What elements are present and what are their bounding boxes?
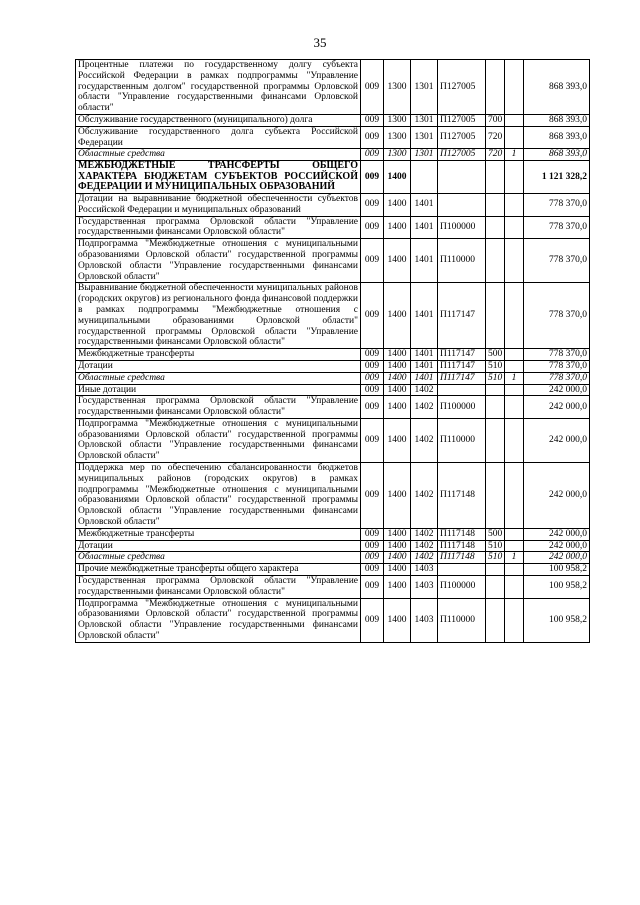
row-name: Подпрограмма "Межбюджетные отношения с муниципальными образованиями Орловской области" государственной программы Орловской области "Управление государственными финансами Орловской области" [76, 598, 361, 642]
row-expense-type-code [486, 598, 505, 642]
row-target-code [438, 564, 486, 576]
row-name: Государственная программа Орловской области "Управление государственными финансами Орловской области" [76, 396, 361, 419]
row-source-code [505, 216, 524, 239]
row-source-code [505, 239, 524, 283]
row-expense-type-code: 510 [486, 360, 505, 372]
row-target-code [438, 161, 486, 194]
row-source-code [505, 349, 524, 361]
page-number: 35 [313, 35, 327, 50]
row-amount: 1 121 328,2 [524, 161, 590, 194]
row-subsection-code: 1403 [411, 598, 438, 642]
row-source-code [505, 283, 524, 349]
row-section-code: 1400 [384, 463, 411, 529]
row-section-code: 1400 [384, 528, 411, 540]
row-ministry-code: 009 [361, 60, 384, 115]
table-row [76, 396, 590, 419]
row-subsection-code: 1401 [411, 349, 438, 361]
row-section-code: 1400 [384, 283, 411, 349]
row-section-code: 1400 [384, 216, 411, 239]
table-row [76, 283, 590, 349]
row-target-code: П117148 [438, 540, 486, 552]
row-section-code: 1400 [384, 349, 411, 361]
row-name: Государственная программа Орловской области "Управление государственными финансами Орловской области" [76, 576, 361, 599]
row-expense-type-code [486, 384, 505, 396]
row-expense-type-code: 700 [486, 114, 505, 126]
row-subsection-code: 1402 [411, 552, 438, 564]
row-target-code: П117148 [438, 528, 486, 540]
row-ministry-code: 009 [361, 216, 384, 239]
row-name: Дотации [76, 360, 361, 372]
row-subsection-code: 1401 [411, 193, 438, 216]
row-name: Областные средства [76, 149, 361, 161]
row-amount: 242 000,0 [524, 552, 590, 564]
row-expense-type-code [486, 463, 505, 529]
row-expense-type-code [486, 161, 505, 194]
row-section-code: 1400 [384, 598, 411, 642]
row-source-code [505, 360, 524, 372]
table-row [76, 149, 590, 161]
row-expense-type-code [486, 396, 505, 419]
row-name: Поддержка мер по обеспечению сбалансированности бюджетов муниципальных районов (городских округов) в рамках подпрограммы "Межбюджетные отношения с муниципальными образованиями Орловской области" государственной программы Орловской области "Управление государственными финансами Орловской области" [76, 463, 361, 529]
row-source-code: 1 [505, 552, 524, 564]
row-source-code [505, 60, 524, 115]
row-subsection-code: 1401 [411, 360, 438, 372]
row-source-code [505, 598, 524, 642]
row-subsection-code: 1403 [411, 576, 438, 599]
row-subsection-code: 1403 [411, 564, 438, 576]
budget-table [75, 59, 590, 643]
row-amount: 242 000,0 [524, 396, 590, 419]
row-ministry-code: 009 [361, 126, 384, 149]
table-row [76, 239, 590, 283]
row-ministry-code: 009 [361, 349, 384, 361]
row-section-code: 1400 [384, 193, 411, 216]
row-subsection-code: 1401 [411, 216, 438, 239]
table-row [76, 114, 590, 126]
row-ministry-code: 009 [361, 384, 384, 396]
row-source-code: 1 [505, 149, 524, 161]
row-subsection-code: 1402 [411, 463, 438, 529]
row-target-code: П127005 [438, 126, 486, 149]
row-expense-type-code [486, 193, 505, 216]
row-subsection-code: 1301 [411, 126, 438, 149]
row-name: Дотации на выравнивание бюджетной обеспеченности субъектов Российской Федерации и муниципальных образований [76, 193, 361, 216]
row-source-code [505, 576, 524, 599]
row-amount: 778 370,0 [524, 372, 590, 384]
row-name: Государственная программа Орловской области "Управление государственными финансами Орловской области" [76, 216, 361, 239]
row-section-code: 1300 [384, 60, 411, 115]
row-ministry-code: 009 [361, 552, 384, 564]
row-section-code: 1400 [384, 161, 411, 194]
row-target-code: П100000 [438, 576, 486, 599]
budget-table-body [76, 60, 590, 643]
row-target-code: П127005 [438, 114, 486, 126]
row-target-code: П117147 [438, 360, 486, 372]
row-expense-type-code: 720 [486, 126, 505, 149]
row-subsection-code: 1401 [411, 372, 438, 384]
row-name: Иные дотации [76, 384, 361, 396]
row-target-code [438, 193, 486, 216]
row-amount: 242 000,0 [524, 463, 590, 529]
row-ministry-code: 009 [361, 418, 384, 462]
row-target-code: П117147 [438, 283, 486, 349]
row-target-code: П110000 [438, 239, 486, 283]
row-target-code: П127005 [438, 149, 486, 161]
row-amount: 100 958,2 [524, 598, 590, 642]
row-section-code: 1400 [384, 396, 411, 419]
row-amount: 242 000,0 [524, 384, 590, 396]
row-name: Подпрограмма "Межбюджетные отношения с муниципальными образованиями Орловской области" государственной программы Орловской области "Управление государственными финансами Орловской области" [76, 239, 361, 283]
row-amount: 778 370,0 [524, 239, 590, 283]
row-name: Подпрограмма "Межбюджетные отношения с муниципальными образованиями Орловской области" государственной программы Орловской области "Управление государственными финансами Орловской области" [76, 418, 361, 462]
row-target-code: П117148 [438, 552, 486, 564]
row-ministry-code: 009 [361, 576, 384, 599]
row-section-code: 1400 [384, 384, 411, 396]
row-expense-type-code: 510 [486, 552, 505, 564]
row-section-code: 1400 [384, 564, 411, 576]
row-subsection-code: 1301 [411, 60, 438, 115]
row-ministry-code: 009 [361, 114, 384, 126]
row-expense-type-code [486, 576, 505, 599]
row-ministry-code: 009 [361, 564, 384, 576]
row-source-code [505, 564, 524, 576]
row-target-code: П100000 [438, 216, 486, 239]
table-row [76, 193, 590, 216]
row-source-code [505, 418, 524, 462]
row-name: Дотации [76, 540, 361, 552]
table-row [76, 576, 590, 599]
row-amount: 778 370,0 [524, 283, 590, 349]
row-amount: 868 393,0 [524, 149, 590, 161]
row-expense-type-code: 510 [486, 372, 505, 384]
row-source-code [505, 540, 524, 552]
row-amount: 778 370,0 [524, 360, 590, 372]
row-amount: 100 958,2 [524, 576, 590, 599]
row-name: МЕЖБЮДЖЕТНЫЕ ТРАНСФЕРТЫ ОБЩЕГО ХАРАКТЕРА БЮДЖЕТАМ СУБЪЕКТОВ РОССИЙСКОЙ ФЕДЕРАЦИИ И МУНИЦИПАЛЬНЫХ ОБРАЗОВАНИЙ [76, 161, 361, 194]
table-row [76, 540, 590, 552]
table-row [76, 60, 590, 115]
table-row [76, 564, 590, 576]
row-source-code [505, 193, 524, 216]
row-ministry-code: 009 [361, 372, 384, 384]
row-section-code: 1400 [384, 576, 411, 599]
row-ministry-code: 009 [361, 528, 384, 540]
row-section-code: 1300 [384, 114, 411, 126]
row-name: Областные средства [76, 372, 361, 384]
row-amount: 868 393,0 [524, 60, 590, 115]
row-ministry-code: 009 [361, 360, 384, 372]
row-ministry-code: 009 [361, 540, 384, 552]
row-target-code: П127005 [438, 60, 486, 115]
row-source-code [505, 161, 524, 194]
row-subsection-code: 1402 [411, 540, 438, 552]
row-expense-type-code: 500 [486, 528, 505, 540]
row-target-code: П110000 [438, 418, 486, 462]
table-row [76, 349, 590, 361]
table-row [76, 528, 590, 540]
row-ministry-code: 009 [361, 283, 384, 349]
row-subsection-code: 1402 [411, 396, 438, 419]
row-target-code [438, 384, 486, 396]
row-section-code: 1400 [384, 360, 411, 372]
row-expense-type-code: 510 [486, 540, 505, 552]
row-subsection-code: 1401 [411, 283, 438, 349]
row-amount: 778 370,0 [524, 193, 590, 216]
row-target-code: П100000 [438, 396, 486, 419]
row-amount: 778 370,0 [524, 216, 590, 239]
row-name: Выравнивание бюджетной обеспеченности муниципальных районов (городских округов) из регионального фонда финансовой поддержки в рамках подпрограммы "Межбюджетные отношения с муниципальными образованиями Орловской области" государственной программы Орловской области "Управление государственными финансами Орловской области" [76, 283, 361, 349]
row-subsection-code: 1402 [411, 384, 438, 396]
row-name: Процентные платежи по государственному долгу субъекта Российской Федерации в рамках подпрограммы "Управление государственным долгом" государственной программы Орловской области "Управление государственными финансами Орловской области" [76, 60, 361, 115]
table-row [76, 418, 590, 462]
row-name: Прочие межбюджетные трансферты общего характера [76, 564, 361, 576]
table-row [76, 463, 590, 529]
row-expense-type-code [486, 283, 505, 349]
row-target-code: П117147 [438, 349, 486, 361]
row-ministry-code: 009 [361, 598, 384, 642]
row-source-code [505, 396, 524, 419]
row-source-code [505, 463, 524, 529]
row-amount: 242 000,0 [524, 528, 590, 540]
row-subsection-code: 1402 [411, 418, 438, 462]
table-row [76, 598, 590, 642]
row-source-code [505, 528, 524, 540]
row-name: Обслуживание государственного долга субъекта Российской Федерации [76, 126, 361, 149]
row-ministry-code: 009 [361, 193, 384, 216]
row-ministry-code: 009 [361, 149, 384, 161]
row-amount: 868 393,0 [524, 114, 590, 126]
row-name: Областные средства [76, 552, 361, 564]
table-row [76, 216, 590, 239]
row-section-code: 1400 [384, 418, 411, 462]
row-target-code: П117148 [438, 463, 486, 529]
row-ministry-code: 009 [361, 161, 384, 194]
row-section-code: 1400 [384, 372, 411, 384]
row-expense-type-code: 720 [486, 149, 505, 161]
row-section-code: 1400 [384, 552, 411, 564]
row-amount: 242 000,0 [524, 540, 590, 552]
table-row [76, 161, 590, 194]
row-expense-type-code [486, 418, 505, 462]
row-ministry-code: 009 [361, 396, 384, 419]
row-amount: 868 393,0 [524, 126, 590, 149]
row-target-code: П117147 [438, 372, 486, 384]
row-subsection-code [411, 161, 438, 194]
row-section-code: 1300 [384, 126, 411, 149]
row-section-code: 1400 [384, 540, 411, 552]
row-subsection-code: 1301 [411, 149, 438, 161]
row-ministry-code: 009 [361, 463, 384, 529]
row-name: Межбюджетные трансферты [76, 349, 361, 361]
row-target-code: П110000 [438, 598, 486, 642]
table-row [76, 126, 590, 149]
table-row [76, 384, 590, 396]
row-source-code [505, 114, 524, 126]
row-source-code [505, 126, 524, 149]
row-expense-type-code [486, 216, 505, 239]
row-subsection-code: 1301 [411, 114, 438, 126]
table-row [76, 552, 590, 564]
table-row [76, 360, 590, 372]
row-amount: 100 958,2 [524, 564, 590, 576]
row-source-code [505, 384, 524, 396]
row-name: Межбюджетные трансферты [76, 528, 361, 540]
row-expense-type-code [486, 60, 505, 115]
row-section-code: 1400 [384, 239, 411, 283]
table-row [76, 372, 590, 384]
row-name: Обслуживание государственного (муниципального) долга [76, 114, 361, 126]
row-expense-type-code [486, 564, 505, 576]
row-section-code: 1300 [384, 149, 411, 161]
row-subsection-code: 1402 [411, 528, 438, 540]
row-subsection-code: 1401 [411, 239, 438, 283]
row-amount: 778 370,0 [524, 349, 590, 361]
row-source-code: 1 [505, 372, 524, 384]
row-expense-type-code: 500 [486, 349, 505, 361]
row-expense-type-code [486, 239, 505, 283]
row-ministry-code: 009 [361, 239, 384, 283]
row-amount: 242 000,0 [524, 418, 590, 462]
